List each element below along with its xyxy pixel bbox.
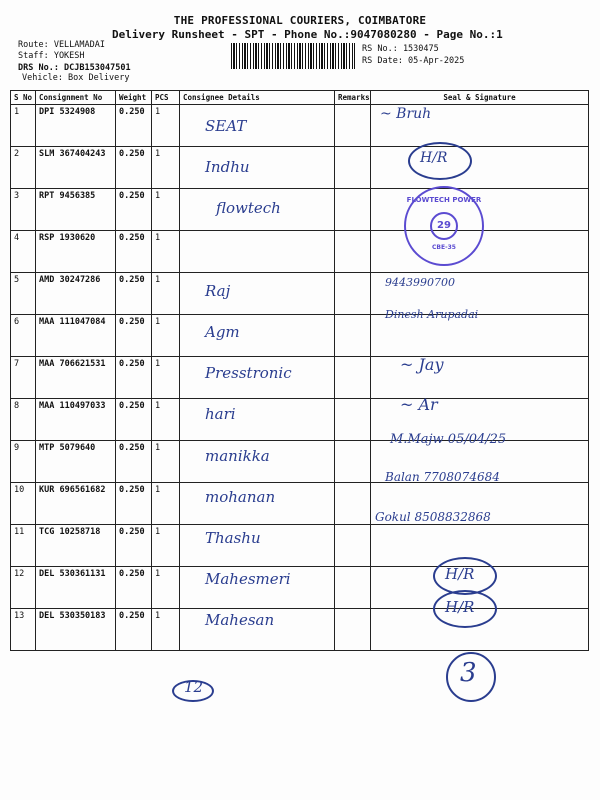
row-weight: 0.250 [116,609,152,651]
row-pcs: 1 [152,567,180,609]
row-consignee-cell [180,399,335,441]
row-consignment-no: RSP 1930620 [36,231,116,273]
row-consignment-no: DEL 530350183 [36,609,116,651]
signature-handwriting: Balan 7708074684 [385,470,500,484]
consignee-handwriting: Raj [205,281,231,300]
staff-label: Staff: YOKESH [18,51,85,61]
row-weight: 0.250 [116,525,152,567]
runsheet-table [10,90,589,651]
consignee-handwriting: Agm [205,323,240,341]
row-sno: 9 [11,441,36,483]
total-count-right: 3 [460,658,477,688]
row-remarks-cell [335,441,371,483]
row-weight: 0.250 [116,483,152,525]
row-weight: 0.250 [116,441,152,483]
row-consignment-no: MAA 111047084 [36,315,116,357]
col-sno: S No [11,91,36,105]
consignee-handwriting: Mahesan [205,611,275,630]
row-weight: 0.250 [116,231,152,273]
vehicle-label: Vehicle: Box Delivery [22,73,130,83]
row-sno: 2 [11,147,36,189]
table-row [11,189,589,231]
row-consignment-no: RPT 9456385 [36,189,116,231]
signature-handwriting: H/R [445,598,475,616]
signature-handwriting: M.Majw 05/04/25 [390,432,507,447]
table-row [11,147,589,189]
signature-handwriting: 9443990700 [385,276,455,289]
col-weight: Weight [116,91,152,105]
row-sno: 12 [11,567,36,609]
table-row [11,231,589,273]
table-row [11,609,589,651]
rs-number: RS No.: 1530475 [362,44,439,54]
company-title: THE PROFESSIONAL COURIERS, COIMBATORE [173,14,427,27]
consignee-handwriting: Mahesmeri [205,570,291,589]
row-sno: 5 [11,273,36,315]
stamp-initials: 29 [430,212,458,240]
row-consignment-no: DPI 5324908 [36,105,116,147]
row-sno: 7 [11,357,36,399]
table-row [11,483,589,525]
consignee-handwriting: Thashu [205,529,261,547]
row-pcs: 1 [152,105,180,147]
row-sno: 8 [11,399,36,441]
row-consignee-cell [180,315,335,357]
row-remarks-cell [335,483,371,525]
company-seal-stamp [404,186,484,266]
row-sno: 1 [11,105,36,147]
table-row [11,273,589,315]
row-consignee-cell [180,273,335,315]
row-remarks-cell [335,357,371,399]
col-consignee: Consignee Details [180,91,335,105]
row-pcs: 1 [152,273,180,315]
total-count-left: 12 [184,678,204,696]
runsheet-subtitle: Delivery Runsheet - SPT - Phone No.:9047080280 - Page No.:1 [112,28,503,41]
row-remarks-cell [335,399,371,441]
row-weight: 0.250 [116,357,152,399]
row-weight: 0.250 [116,273,152,315]
col-consignment: Consignment No [36,91,116,105]
row-pcs: 1 [152,441,180,483]
row-weight: 0.250 [116,315,152,357]
row-remarks-cell [335,147,371,189]
row-weight: 0.250 [116,147,152,189]
row-consignment-no: AMD 30247286 [36,273,116,315]
row-signature-cell [371,147,589,189]
table-header-row [11,91,589,105]
row-sno: 11 [11,525,36,567]
row-remarks-cell [335,231,371,273]
row-remarks-cell [335,105,371,147]
table-row [11,357,589,399]
row-consignment-no: DEL 530361131 [36,567,116,609]
row-pcs: 1 [152,525,180,567]
consignee-handwriting: Indhu [205,158,250,177]
col-pcs: PCS [152,91,180,105]
signature-handwriting: Dinesh Arupadai [385,308,479,321]
row-consignment-no: KUR 696561682 [36,483,116,525]
signature-handwriting: Gokul 8508832868 [375,510,491,524]
drs-label: DRS No.: DCJB153047501 [18,63,131,73]
row-sno: 6 [11,315,36,357]
row-pcs: 1 [152,609,180,651]
signature-handwriting: H/R [420,150,448,166]
row-consignee-cell [180,105,335,147]
row-consignment-no: TCG 10258718 [36,525,116,567]
row-weight: 0.250 [116,567,152,609]
signature-circle [408,142,472,180]
row-pcs: 1 [152,315,180,357]
consignee-handwriting: Presstronic [205,364,292,383]
table-row [11,105,589,147]
row-sno: 4 [11,231,36,273]
route-label: Route: VELLAMADAI [18,40,105,50]
col-signature: Seal & Signature [371,91,589,105]
row-weight: 0.250 [116,399,152,441]
consignee-handwriting: mohanan [205,487,276,506]
consignee-handwriting: SEAT [205,117,247,135]
row-consignment-no: MAA 706621531 [36,357,116,399]
signature-handwriting: ~ Bruh [380,106,432,122]
row-sno: 3 [11,189,36,231]
row-weight: 0.250 [116,105,152,147]
signature-handwriting: ~ Ar [400,395,438,414]
row-remarks-cell [335,567,371,609]
row-pcs: 1 [152,231,180,273]
row-remarks-cell [335,609,371,651]
table-row [11,567,589,609]
row-consignment-no: SLM 367404243 [36,147,116,189]
table-row [11,525,589,567]
row-weight: 0.250 [116,189,152,231]
rs-date: RS Date: 05-Apr-2025 [362,56,465,66]
consignee-handwriting: flowtech [216,199,281,218]
row-pcs: 1 [152,189,180,231]
row-consignment-no: MAA 110497033 [36,399,116,441]
row-pcs: 1 [152,483,180,525]
col-remarks: Remarks [335,91,371,105]
row-consignee-cell [180,147,335,189]
consignee-handwriting: hari [205,405,236,424]
row-pcs: 1 [152,399,180,441]
consignee-handwriting: manikka [205,446,270,465]
row-remarks-cell [335,525,371,567]
table-row [11,315,589,357]
row-sno: 10 [11,483,36,525]
row-remarks-cell [335,315,371,357]
row-consignment-no: MTP 5079640 [36,441,116,483]
stamp-text: FLOWTECH POWER [406,196,482,204]
signature-handwriting: H/R [445,565,475,583]
row-sno: 13 [11,609,36,651]
row-remarks-cell [335,273,371,315]
barcode [231,43,355,69]
row-pcs: 1 [152,147,180,189]
stamp-sub: CBE-35 [432,244,456,251]
signature-circle [433,590,497,628]
signature-handwriting: ~ Jay [400,355,444,374]
row-pcs: 1 [152,357,180,399]
row-remarks-cell [335,189,371,231]
row-consignee-cell [180,231,335,273]
